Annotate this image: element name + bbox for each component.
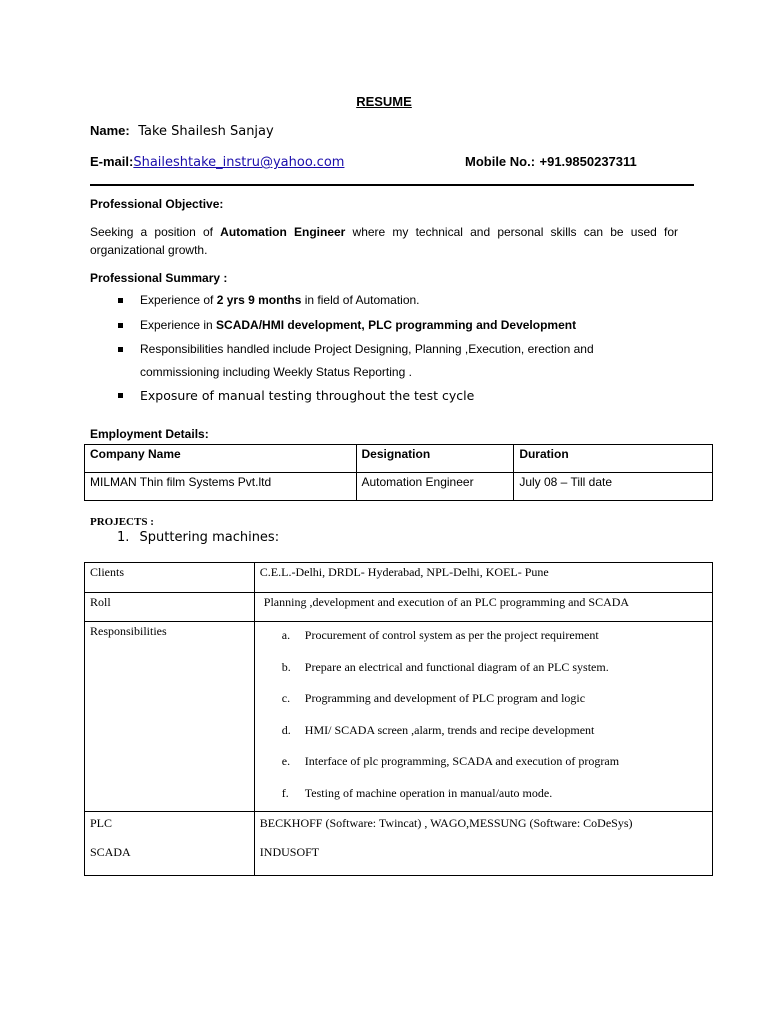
name-value: Take Shailesh Sanjay [138, 124, 274, 139]
objective-text-start: Seeking a position of [90, 225, 221, 239]
table-cell-label: Roll [85, 593, 255, 622]
summary-list [118, 293, 718, 413]
table-cell: Planning ,development and execution of an PLC programming and SCADA [254, 593, 712, 622]
summary-item-text: Exposure of manual testing throughout the test cycle [140, 388, 475, 403]
table-row [85, 812, 713, 876]
table-header-row [85, 445, 713, 473]
list-item-text: Interface of plc programming, SCADA and execution of program [304, 754, 620, 768]
list-item [260, 748, 707, 780]
mobile-line [465, 153, 637, 171]
table-cell-label: Responsibilities [85, 622, 255, 812]
objective-text-end: where my technical and personal skills can be used for organizational growth. [90, 225, 678, 257]
summary-item-text: Experience in [140, 318, 217, 332]
project-title [117, 530, 279, 545]
table-row [85, 593, 713, 622]
summary-item-text: in field of Automation. [301, 293, 420, 307]
list-item [260, 685, 707, 717]
bullet-icon [118, 298, 123, 303]
scada-value: INDUSOFT [259, 845, 320, 859]
project-name: Sputtering machines: [139, 530, 280, 545]
table-cell: MILMAN Thin film Systems Pvt.ltd [85, 473, 357, 501]
list-item [260, 780, 707, 812]
email-link[interactable]: Shaileshtake_instru@yahoo.com [133, 155, 345, 170]
email-line [90, 153, 344, 171]
table-row [85, 622, 713, 812]
name-label: Name: [90, 123, 130, 138]
employment-table [84, 444, 713, 501]
list-item-marker: f. [281, 785, 289, 800]
summary-item-text: commissioning including Weekly Status Reporting . [140, 365, 412, 379]
bullet-icon [118, 323, 123, 328]
table-header-cell: Designation [356, 445, 514, 473]
list-item-marker: d. [281, 722, 291, 737]
list-item-text: HMI/ SCADA screen ,alarm, trends and recipe development [304, 722, 595, 737]
table-cell-label [85, 812, 255, 876]
list-item-marker: e. [281, 754, 291, 768]
header-divider [90, 184, 694, 186]
summary-heading: Professional Summary : [90, 271, 228, 285]
responsibilities-cell [254, 622, 712, 812]
bullet-icon [118, 347, 123, 352]
list-item-text: Testing of machine operation in manual/auto mode. [304, 785, 553, 800]
list-item [260, 654, 707, 686]
table-cell: Automation Engineer [356, 473, 514, 501]
objective-role: Automation Engineer [220, 225, 346, 239]
objective-text [90, 223, 678, 259]
table-header-cell: Duration [514, 445, 713, 473]
projects-heading: PROJECTS : [90, 516, 154, 528]
list-item-marker: c. [281, 691, 291, 705]
mobile-value: +91.9850237311 [539, 154, 637, 169]
list-item [260, 622, 707, 654]
project-table [84, 562, 713, 876]
employment-heading: Employment Details: [90, 427, 209, 441]
table-cell: July 08 – Till date [514, 473, 713, 501]
scada-label: SCADA [90, 845, 131, 859]
resume-title: RESUME [356, 94, 412, 109]
table-row [85, 473, 713, 501]
bullet-icon [118, 393, 123, 398]
table-cell: C.E.L.-Delhi, DRDL- Hyderabad, NPL-Delhi, KOEL- Pune [254, 563, 712, 593]
plc-value: BECKHOFF (Software: Twincat) , WAGO,MESSUNG (Software: CoDeSys) [259, 816, 633, 830]
objective-heading: Professional Objective: [90, 197, 224, 211]
table-header-cell: Company Name [85, 445, 357, 473]
summary-item-text: Responsibilities handled include Project Designing, Planning ,Execution, erection and [140, 342, 594, 356]
project-number: 1. [117, 530, 130, 545]
summary-item-emphasis: SCADA/HMI development, PLC programming and Development [216, 318, 577, 332]
list-item-marker: a. [281, 628, 291, 642]
summary-item-text: Experience of [140, 293, 217, 307]
summary-item-emphasis: 2 yrs 9 months [216, 293, 302, 307]
mobile-label: Mobile No.: [465, 154, 536, 169]
name-line [90, 122, 274, 140]
list-item [260, 717, 707, 749]
plc-label: PLC [90, 816, 113, 830]
list-item-text: Procurement of control system as per the project requirement [304, 628, 599, 642]
list-item-marker: b. [281, 659, 291, 674]
list-item-text: Prepare an electrical and functional diagram of an PLC system. [304, 659, 609, 674]
list-item-text: Programming and development of PLC program and logic [304, 691, 586, 705]
email-label: E-mail: [90, 154, 134, 169]
table-row [85, 563, 713, 593]
table-cell [254, 812, 712, 876]
table-cell-label: Clients [85, 563, 255, 593]
